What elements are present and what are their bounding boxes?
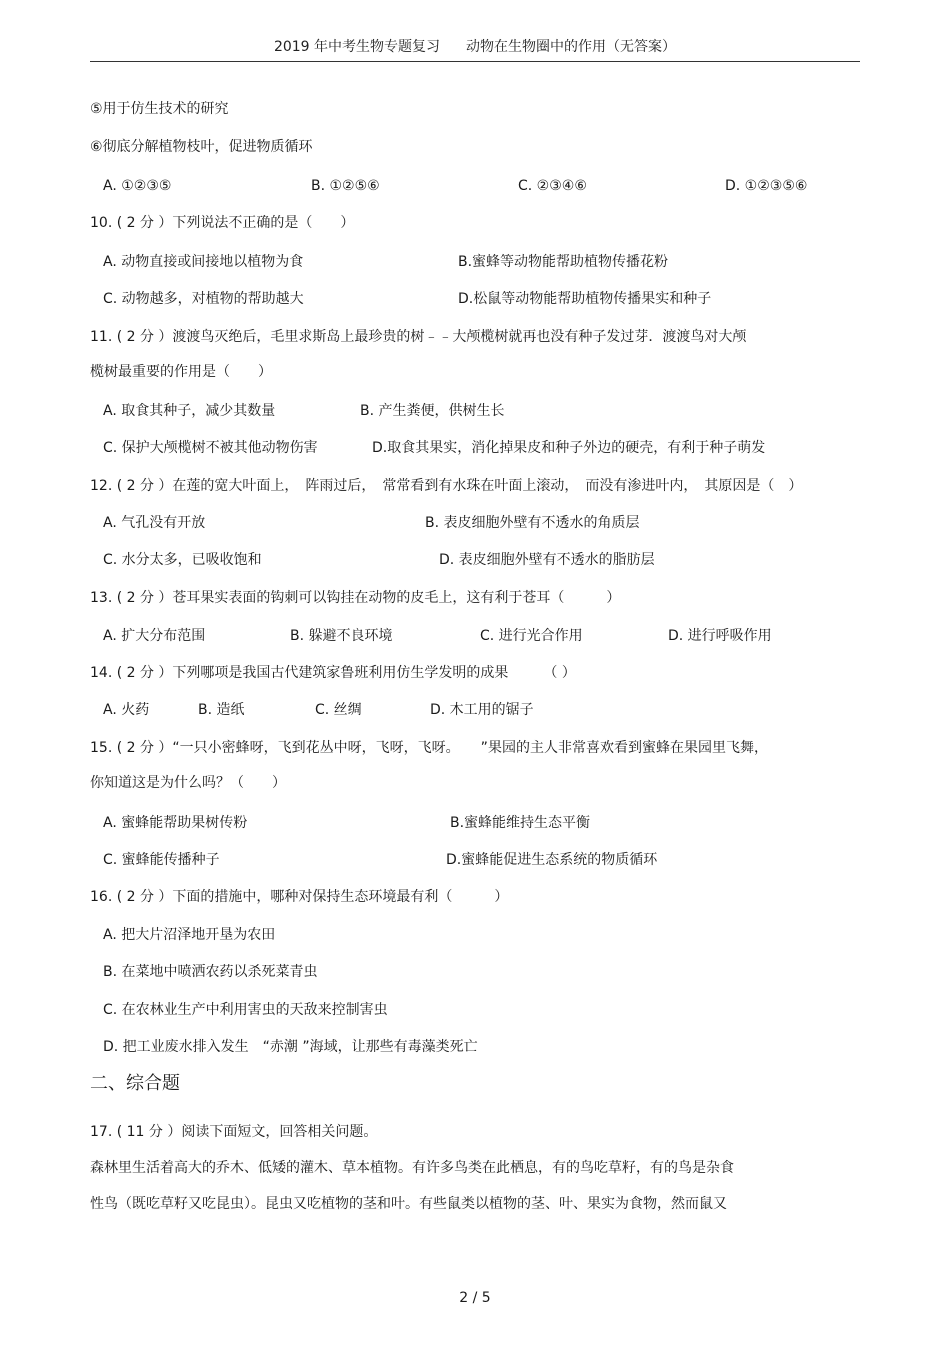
q16-option-c: C. 在农林业生产中利用害虫的天敌来控制害虫 [103,1002,388,1018]
q15-stem-line2: 你知道这是为什么吗？（ ） [90,775,286,791]
page-header [0,36,950,56]
q17-stem: 17. ( 11 分 ）阅读下面短文，回答相关问题。 [90,1124,378,1140]
q14-option-c: C. 丝绸 [315,702,362,718]
q15-stem-line1: 15. ( 2 分 ）“一只小密蜂呀，飞到花丛中呀，飞呀，飞呀。 ”果园的主人非常喜欢看到蜜蜂在果园里飞舞， [90,740,768,756]
q10-option-c: C. 动物越多，对植物的帮助越大 [103,291,304,307]
q12-option-b: B. 表皮细胞外壁有不透水的角质层 [425,515,640,531]
q12-option-a: A. 气孔没有开放 [103,515,206,531]
q11-option-a: A. 取食其种子，减少其数量 [103,403,276,419]
q12-option-d: D. 表皮细胞外壁有不透水的脂肪层 [439,552,655,568]
q13-stem: 13. ( 2 分 ）苍耳果实表面的钩刺可以钩挂在动物的皮毛上，这有利于苍耳（ ） [90,590,621,606]
q10-option-a: A. 动物直接或间接地以植物为食 [103,254,304,270]
section-title: 二、综合题 [90,1073,180,1094]
q11-stem-line2: 榄树最重要的作用是（ ） [90,364,272,380]
header-title: 2019 年中考生物专题复习 [273,39,441,55]
q15-option-c: C. 蜜蜂能传播种子 [103,852,220,868]
q16-stem: 16. ( 2 分 ）下面的措施中，哪种对保持生态环境最有利（ ） [90,889,509,905]
q16-option-d: D. 把工业废水排入发生 “赤潮 ”海域，让那些有毒藻类死亡 [103,1039,478,1055]
q14-stem: 14. ( 2 分 ）下列哪项是我国古代建筑家鲁班利用仿生学发明的成果 （ ） [90,665,576,681]
q15-option-a: A. 蜜蜂能帮助果树传粉 [103,815,248,831]
q13-option-d: D. 进行呼吸作用 [668,628,772,644]
q9-option-a: A. ①②③⑤ [103,178,172,194]
header-subtitle: 动物在生物圈中的作用（无答案） [466,39,677,55]
q10-option-b: B.蜜蜂等动物能帮助植物传播花粉 [458,254,669,270]
q15-option-b: B.蜜蜂能维持生态平衡 [450,815,591,831]
q10-stem: 10. ( 2 分 ）下列说法不正确的是（ ） [90,215,355,231]
q16-option-a: A. 把大片沼泽地开垦为农田 [103,927,276,943]
q12-option-c: C. 水分太多，已吸收饱和 [103,552,262,568]
q11-stem-line1: 11. ( 2 分 ）渡渡鸟灭绝后，毛里求斯岛上最珍贵的树﹣﹣大颅榄树就再也没有种子发过芽．渡渡鸟对大颅 [90,329,747,345]
q9-option-b: B. ①②⑤⑥ [311,178,380,194]
q16-option-b: B. 在菜地中喷洒农药以杀死菜青虫 [103,964,318,980]
item-6-line: ⑥彻底分解植物枝叶，促进物质循环 [90,139,313,155]
q14-option-d: D. 木工用的锯子 [430,702,534,718]
q14-option-b: B. 造纸 [198,702,245,718]
q11-option-c: C. 保护大颅榄树不被其他动物伤害 [103,440,318,456]
q9-option-c: C. ②③④⑥ [518,178,587,194]
q13-option-c: C. 进行光合作用 [480,628,583,644]
q17-paragraph-line1: 森林里生活着高大的乔木、低矮的灌木、草本植物。有许多鸟类在此栖息，有的鸟吃草籽，有的鸟是杂食 [90,1160,734,1176]
q11-option-b: B. 产生粪便，供树生长 [360,403,505,419]
q9-option-d: D. ①②③⑤⑥ [725,178,808,194]
q13-option-b: B. 躲避不良环境 [290,628,393,644]
q17-paragraph-line2: 性鸟（既吃草籽又吃昆虫）。昆虫又吃植物的茎和叶。有些鼠类以植物的茎、叶、果实为食物，然而鼠又 [90,1196,727,1212]
q11-option-d: D.取食其果实，消化掉果皮和种子外边的硬壳，有利于种子萌发 [372,440,766,456]
q13-option-a: A. 扩大分布范围 [103,628,206,644]
q15-option-d: D.蜜蜂能促进生态系统的物质循环 [446,852,658,868]
page-number: 2 / 5 [459,1290,491,1306]
header-rule [90,61,860,62]
q10-option-d: D.松鼠等动物能帮助植物传播果实和种子 [458,291,712,307]
item-5-line: ⑤用于仿生技术的研究 [90,101,229,117]
q14-option-a: A. 火药 [103,702,150,718]
q12-stem: 12. ( 2 分 ）在莲的宽大叶面上， 阵雨过后， 常常看到有水珠在叶面上滚动， 而没有渗进叶内， 其原因是（ ） [90,478,803,494]
